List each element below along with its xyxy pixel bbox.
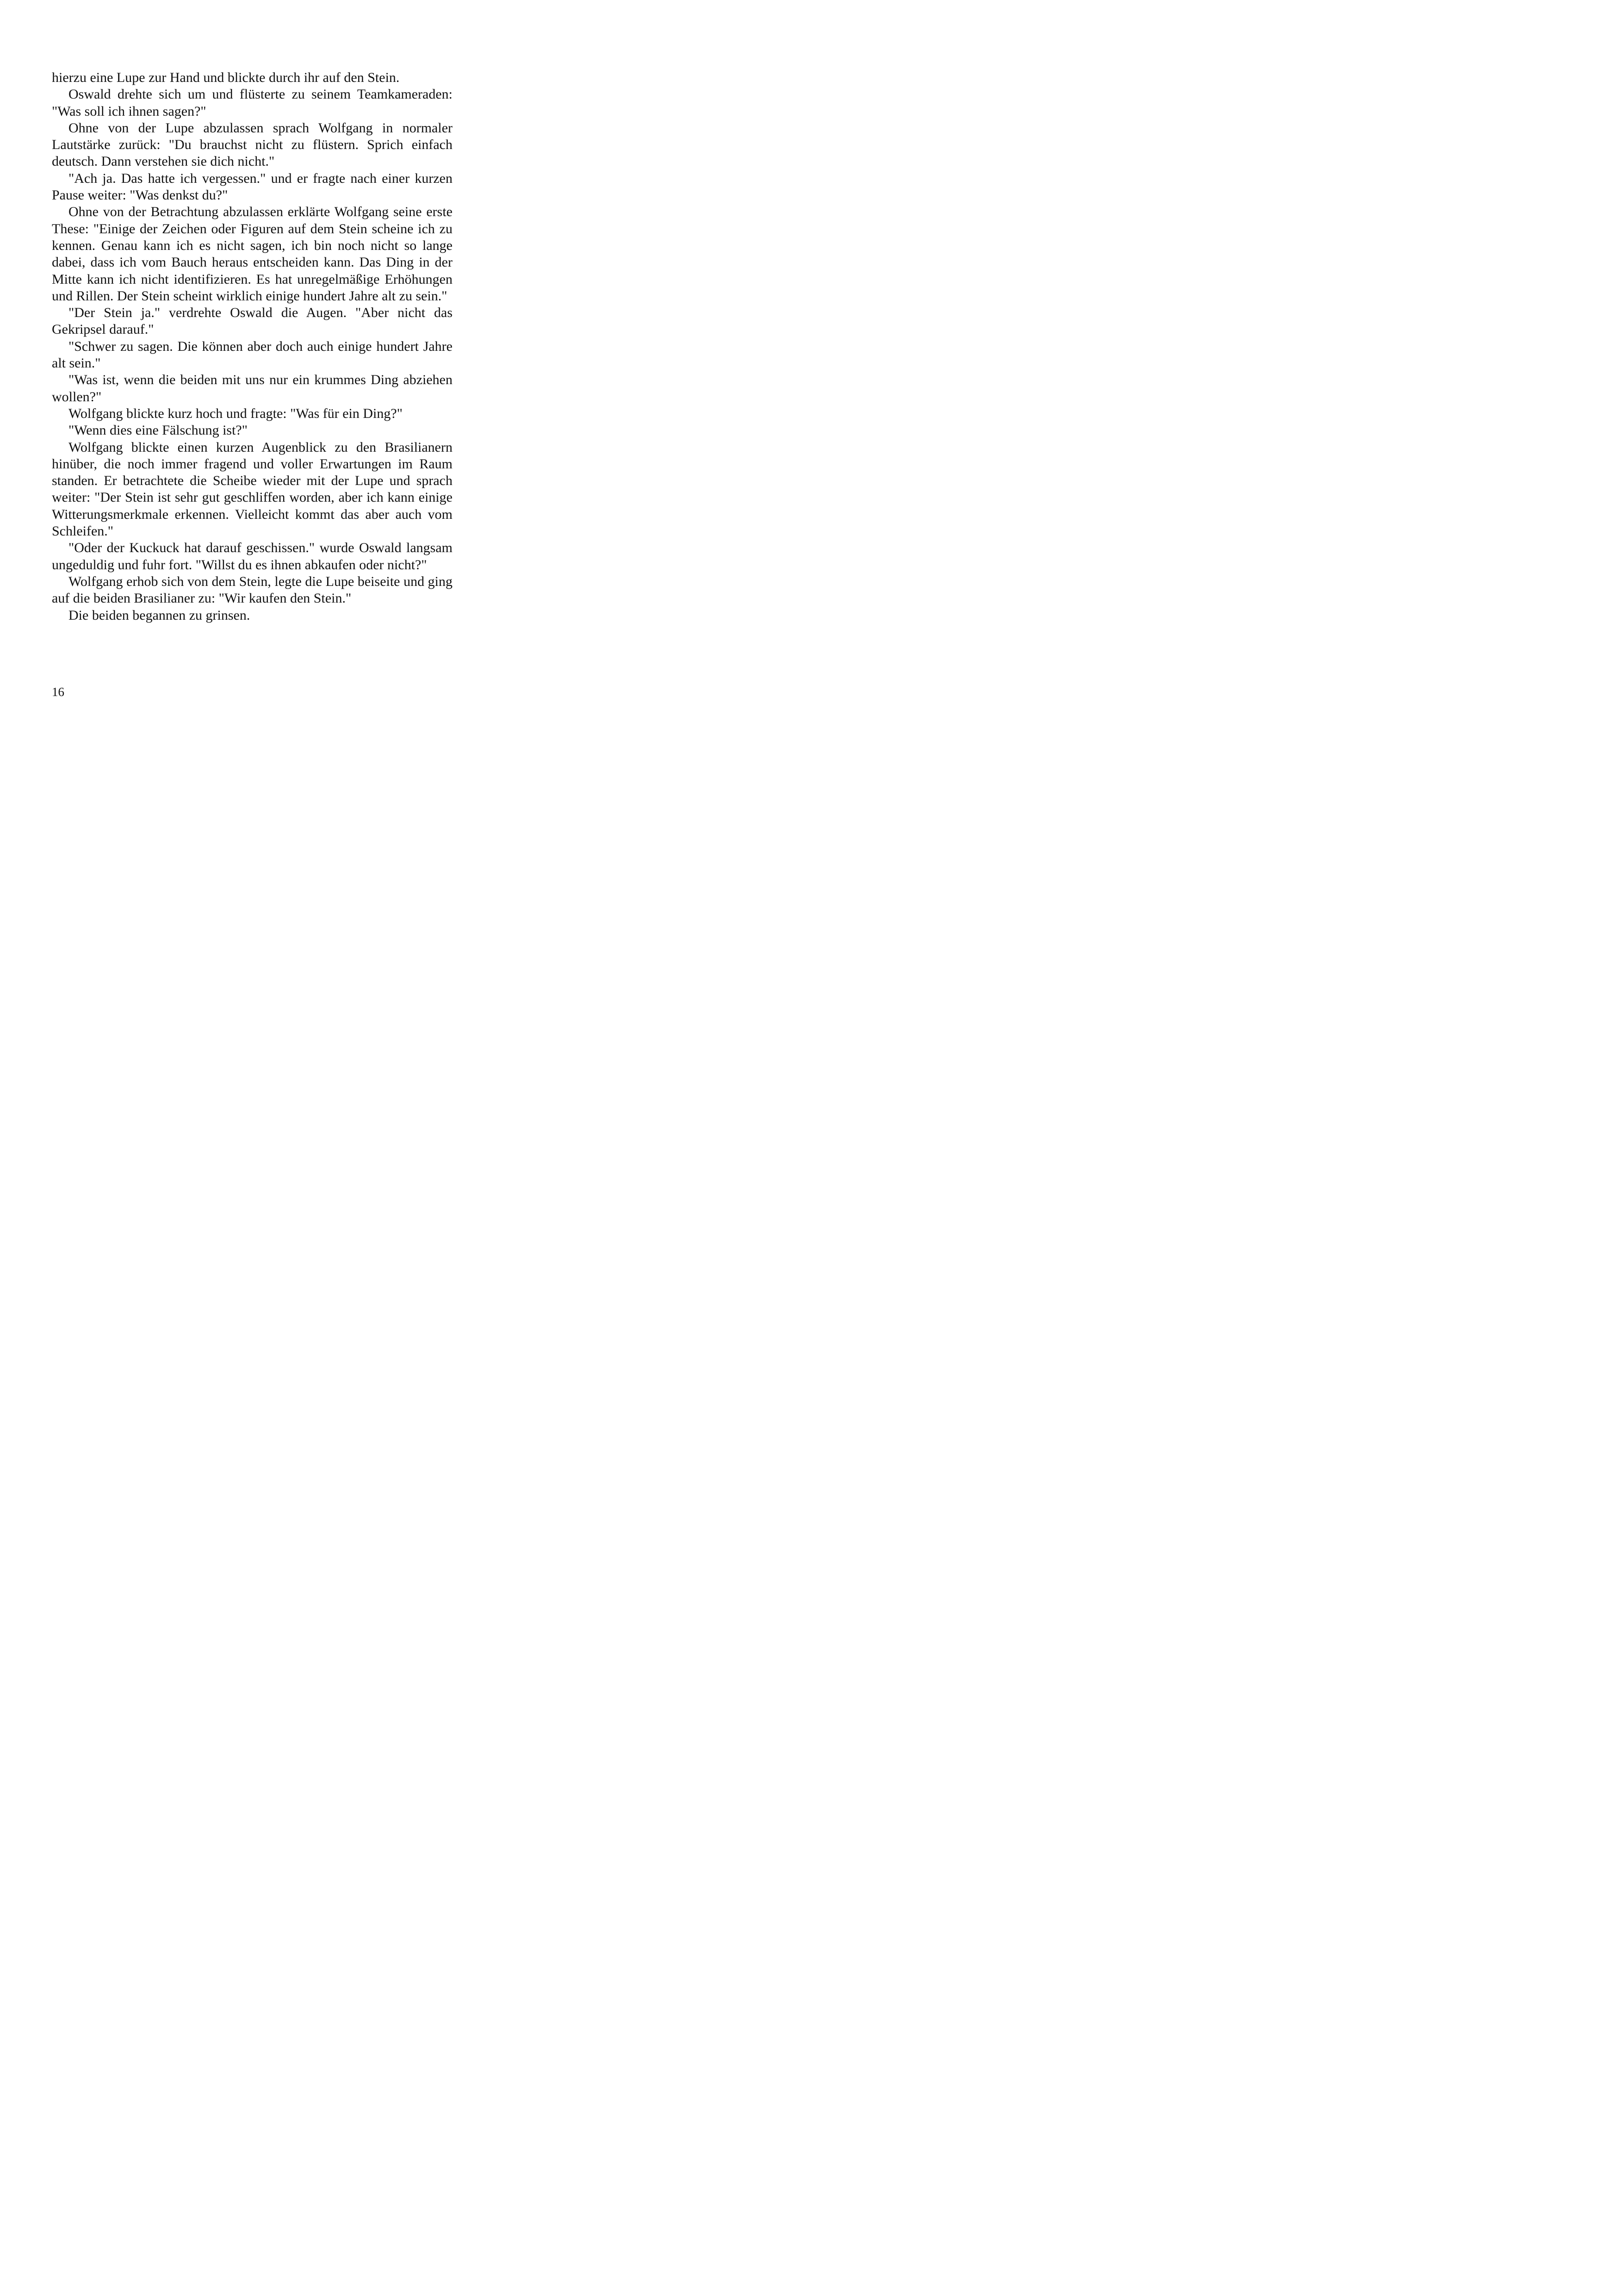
- paragraph: "Der Stein ja." verdrehte Oswald die Augen. "Aber nicht das Gekripsel darauf.": [52, 305, 453, 337]
- body-text: [52, 69, 453, 624]
- paragraph: Wolfgang blickte kurz hoch und fragte: "Was für ein Ding?": [68, 405, 403, 421]
- paragraph: Ohne von der Lupe abzulassen sprach Wolfgang in normaler Lautstärke zurück: "Du brauchst nicht zu flüstern. Sprich einfach deutsch. Dann verstehen sie dich nicht.": [52, 120, 453, 169]
- paragraph: "Schwer zu sagen. Die können aber doch auch einige hundert Jahre alt sein.": [52, 338, 453, 371]
- paragraph: "Was ist, wenn die beiden mit uns nur ein krummes Ding abziehen wollen?": [52, 372, 453, 404]
- paragraph: hierzu eine Lupe zur Hand und blickte durch ihr auf den Stein.: [52, 70, 400, 85]
- book-page: [0, 0, 508, 721]
- paragraph: Die beiden begannen zu grinsen.: [68, 607, 250, 623]
- paragraph: "Wenn dies eine Fälschung ist?": [68, 423, 248, 438]
- paragraph: Wolfgang erhob sich von dem Stein, legte die Lupe beiseite und ging auf die beiden Brasilianer zu: "Wir kaufen den Stein.": [52, 573, 453, 606]
- paragraph: "Ach ja. Das hatte ich vergessen." und er fragte nach einer kurzen Pause weiter: "Was denkst du?": [52, 170, 453, 203]
- paragraph: "Oder der Kuckuck hat darauf geschissen." wurde Oswald langsam ungeduldig und fuhr fort. "Willst du es ihnen abkaufen oder nicht?": [52, 540, 453, 572]
- paragraph: Oswald drehte sich um und flüsterte zu seinem Teamkameraden: "Was soll ich ihnen sagen?": [52, 87, 453, 119]
- page-number: 16: [52, 685, 64, 699]
- paragraph: Wolfgang blickte einen kurzen Augenblick zu den Brasilianern hinüber, die noch immer fragend und voller Erwartungen im Raum standen. Er betrachtete die Scheibe wieder mit der Lupe und sprach weiter: "Der Stein ist sehr gut geschliffen worden, aber ich kann einige Witterungsmerkmale erkennen. Vielleicht kommt das aber auch vom Schleifen.": [52, 439, 453, 539]
- paragraph: Ohne von der Betrachtung abzulassen erklärte Wolfgang seine erste These: "Einige der Zeichen oder Figuren auf dem Stein scheine ich zu kennen. Genau kann ich es nicht sagen, ich bin noch nicht so lange dabei, dass ich vom Bauch heraus entscheiden kann. Das Ding in der Mitte kann ich nicht identifizieren. Es hat unregelmäßige Erhöhungen und Rillen. Der Stein scheint wirklich einige hundert Jahre alt zu sein.": [52, 204, 453, 304]
